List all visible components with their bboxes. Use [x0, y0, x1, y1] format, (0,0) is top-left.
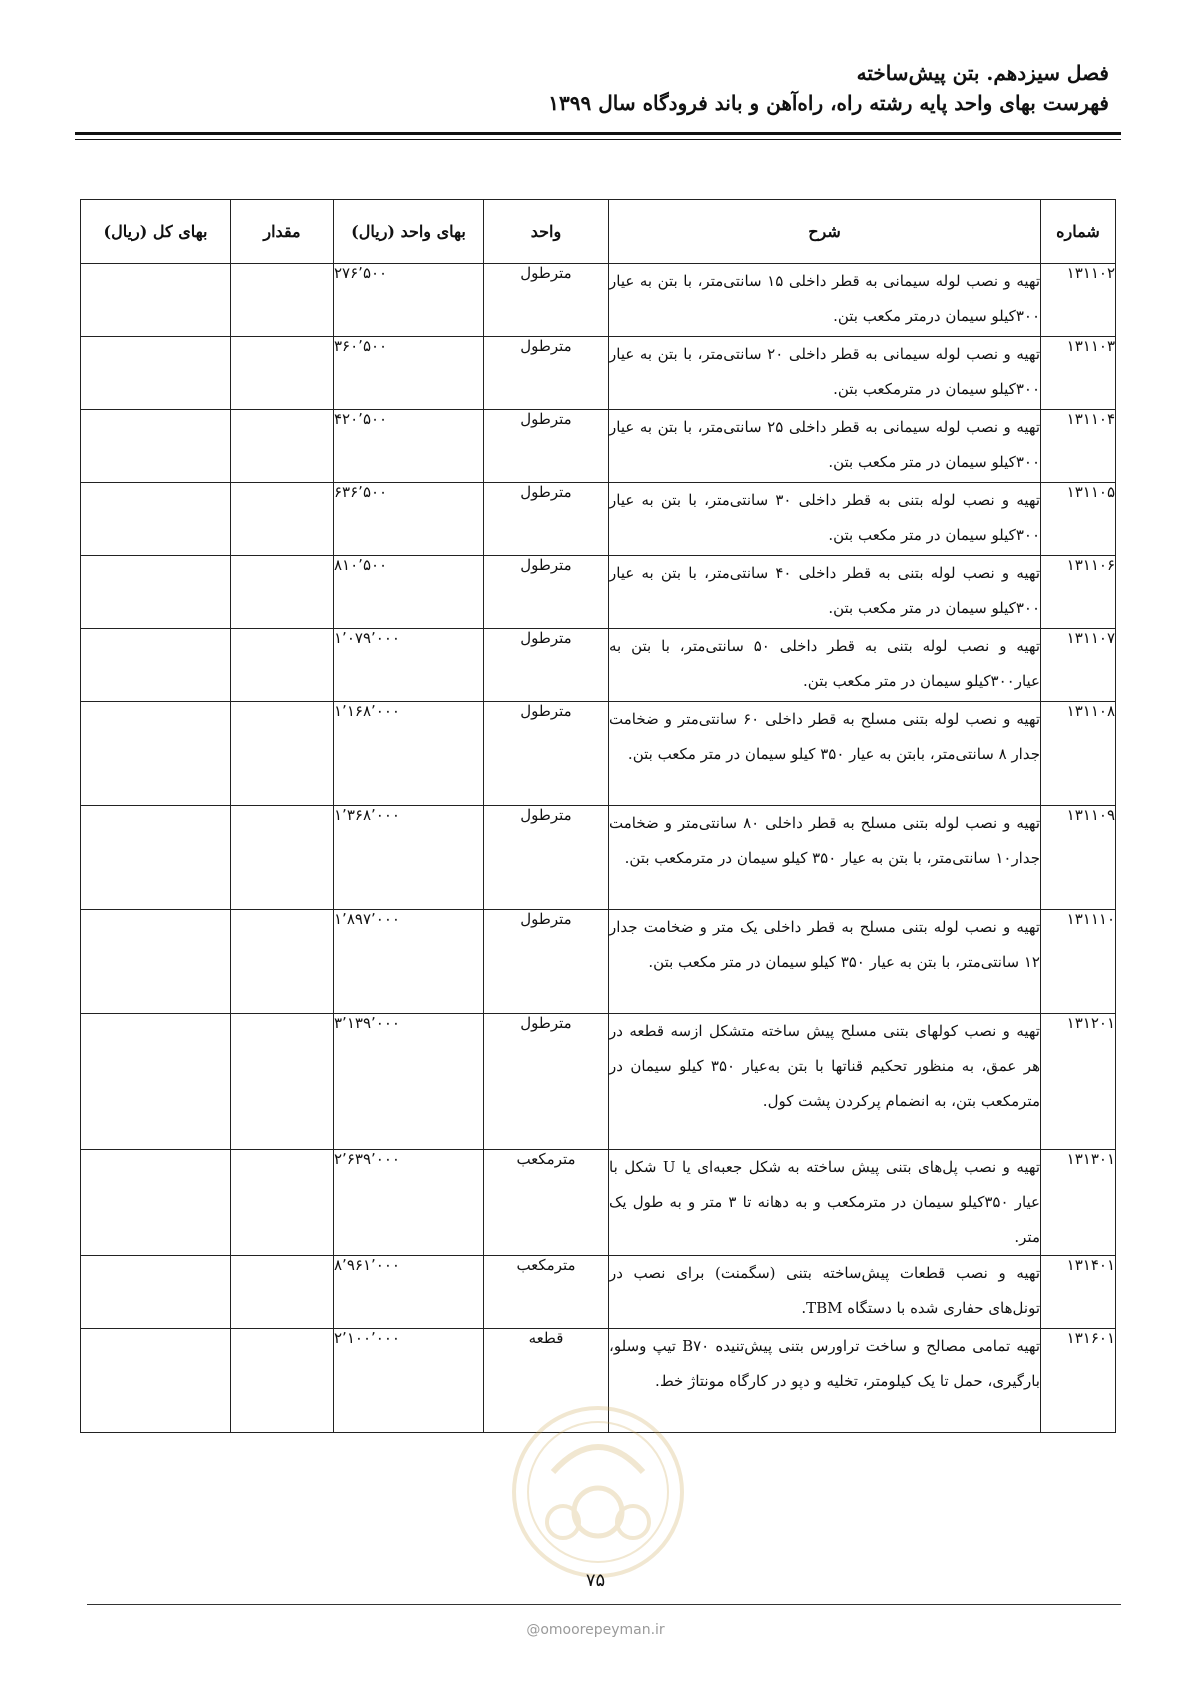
table-header-row	[81, 200, 1116, 264]
item-quantity	[231, 1329, 334, 1433]
item-quantity	[231, 702, 334, 806]
item-unit: مترطول	[484, 410, 609, 483]
item-total-price	[81, 483, 231, 556]
item-quantity	[231, 337, 334, 410]
item-number: ۱۳۱۱۰۴	[1041, 410, 1116, 483]
item-quantity	[231, 910, 334, 1014]
item-number: ۱۳۱۱۰۷	[1041, 629, 1116, 702]
item-quantity	[231, 1256, 334, 1329]
item-total-price	[81, 702, 231, 806]
item-description: تهیه تمامی مصالح و ساخت تراورس بتنی پیش‌تنیده B۷۰ تیپ وسلو، بارگیری، حمل تا یک کیلومتر، تخلیه و دپو در کارگاه مونتاژ خط.	[609, 1329, 1041, 1433]
footer-website: @omoorepeyman.ir	[526, 1622, 665, 1638]
item-number: ۱۳۱۳۰۱	[1041, 1150, 1116, 1256]
peyman-seal-watermark	[508, 1402, 688, 1582]
table-row	[81, 1014, 1116, 1150]
item-unit: مترطول	[484, 1014, 609, 1150]
item-unit-price: ۱٬۱۶۸٬۰۰۰	[334, 702, 484, 806]
table-row	[81, 1150, 1116, 1256]
item-total-price	[81, 1256, 231, 1329]
item-description: تهیه و نصب لوله بتنی مسلح به قطر داخلی یک متر و ضخامت جدار ۱۲ سانتی‌متر، با بتن به عیار ۳۵۰ کیلو سیمان در متر مکعب بتن.	[609, 910, 1041, 1014]
item-unit-price: ۸۱۰٬۵۰۰	[334, 556, 484, 629]
item-unit-price: ۴۲۰٬۵۰۰	[334, 410, 484, 483]
col-header-number: شماره	[1041, 200, 1116, 264]
item-total-price	[81, 910, 231, 1014]
item-description: تهیه و نصب لوله بتنی به قطر داخلی ۴۰ سانتی‌متر، با بتن به عیار ۳۰۰کیلو سیمان در متر مکعب بتن.	[609, 556, 1041, 629]
item-quantity	[231, 264, 334, 337]
col-header-quantity: مقدار	[231, 200, 334, 264]
table-row	[81, 1256, 1116, 1329]
item-unit-price: ۶۳۶٬۵۰۰	[334, 483, 484, 556]
item-total-price	[81, 264, 231, 337]
item-total-price	[81, 556, 231, 629]
header-rule-thick	[75, 132, 1121, 135]
item-unit: مترطول	[484, 806, 609, 910]
col-header-total-price: بهای کل (ریال)	[81, 200, 231, 264]
item-unit: مترمکعب	[484, 1150, 609, 1256]
item-description: تهیه و نصب لوله بتنی مسلح به قطر داخلی ۶۰ سانتی‌متر و ضخامت جدار ۸ سانتی‌متر، بابتن به عیار ۳۵۰ کیلو سیمان در متر مکعب بتن.	[609, 702, 1041, 806]
item-number: ۱۳۱۴۰۱	[1041, 1256, 1116, 1329]
item-quantity	[231, 483, 334, 556]
table-row	[81, 702, 1116, 806]
item-description: تهیه و نصب لوله بتنی به قطر داخلی ۳۰ سانتی‌متر، با بتن به عیار ۳۰۰کیلو سیمان در متر مکعب بتن.	[609, 483, 1041, 556]
table-body	[81, 264, 1116, 1433]
item-quantity	[231, 410, 334, 483]
item-number: ۱۳۱۱۰۶	[1041, 556, 1116, 629]
table-row	[81, 629, 1116, 702]
item-unit-price: ۲۷۶٬۵۰۰	[334, 264, 484, 337]
item-description: تهیه و نصب لوله بتنی مسلح به قطر داخلی ۸۰ سانتی‌متر و ضخامت جدار۱۰ سانتی‌متر، با بتن به عیار ۳۵۰ کیلو سیمان در مترمکعب بتن.	[609, 806, 1041, 910]
item-unit: مترطول	[484, 702, 609, 806]
item-quantity	[231, 556, 334, 629]
item-unit: مترطول	[484, 264, 609, 337]
table-row	[81, 410, 1116, 483]
item-total-price	[81, 1150, 231, 1256]
page-header	[75, 58, 1109, 118]
item-quantity	[231, 806, 334, 910]
item-total-price	[81, 1014, 231, 1150]
item-total-price	[81, 806, 231, 910]
item-description: تهیه و نصب قطعات پیش‌ساخته بتنی (سگمنت) برای نصب در تونل‌های حفاری شده با دستگاه TBM.	[609, 1256, 1041, 1329]
item-unit: مترطول	[484, 337, 609, 410]
item-unit: مترطول	[484, 629, 609, 702]
table-row	[81, 264, 1116, 337]
col-header-unit-price: بهای واحد (ریال)	[334, 200, 484, 264]
item-unit: قطعه	[484, 1329, 609, 1433]
item-description: تهیه و نصب کولهای بتنی مسلح پیش ساخته متشکل ازسه قطعه در هر عمق، به منظور تحکیم قناتها با بتن به‌عیار ۳۵۰ کیلو سیمان در مترمکعب بتن، به انضمام پرکردن پشت کول.	[609, 1014, 1041, 1150]
item-unit: مترمکعب	[484, 1256, 609, 1329]
footer-rule	[87, 1604, 1121, 1605]
item-unit-price: ۳۶۰٬۵۰۰	[334, 337, 484, 410]
item-unit: مترطول	[484, 910, 609, 1014]
document-subtitle: فهرست بهای واحد پایه رشته راه، راه‌آهن و باند فرودگاه سال ۱۳۹۹	[548, 91, 1109, 115]
item-total-price	[81, 337, 231, 410]
item-total-price	[81, 410, 231, 483]
item-quantity	[231, 629, 334, 702]
item-unit: مترطول	[484, 556, 609, 629]
price-list-table	[80, 199, 1116, 1433]
col-header-description: شرح	[609, 200, 1041, 264]
item-description: تهیه و نصب لوله بتنی به قطر داخلی ۵۰ سانتی‌متر، با بتن به عیار۳۰۰کیلو سیمان در متر مکعب بتن.	[609, 629, 1041, 702]
item-unit-price: ۸٬۹۶۱٬۰۰۰	[334, 1256, 484, 1329]
item-number: ۱۳۱۱۰۹	[1041, 806, 1116, 910]
item-description: تهیه و نصب پل‌های بتنی پیش ساخته به شکل جعبه‌ای یا U شکل با عیار ۳۵۰کیلو سیمان در مترمکعب و به دهانه تا ۳ متر و به طول یک متر.	[609, 1150, 1041, 1256]
table-row	[81, 806, 1116, 910]
item-unit-price: ۱٬۰۷۹٬۰۰۰	[334, 629, 484, 702]
item-number: ۱۳۱۱۰۸	[1041, 702, 1116, 806]
item-number: ۱۳۱۱۰۲	[1041, 264, 1116, 337]
item-unit-price: ۱٬۸۹۷٬۰۰۰	[334, 910, 484, 1014]
item-number: ۱۳۱۶۰۱	[1041, 1329, 1116, 1433]
item-quantity	[231, 1014, 334, 1150]
item-number: ۱۳۱۱۱۰	[1041, 910, 1116, 1014]
table-row	[81, 556, 1116, 629]
item-number: ۱۳۱۲۰۱	[1041, 1014, 1116, 1150]
item-unit-price: ۲٬۶۳۹٬۰۰۰	[334, 1150, 484, 1256]
col-header-unit: واحد	[484, 200, 609, 264]
item-description: تهیه و نصب لوله سیمانی به قطر داخلی ۲۰ سانتی‌متر، با بتن به عیار ۳۰۰کیلو سیمان در مترمکعب بتن.	[609, 337, 1041, 410]
item-unit-price: ۱٬۳۶۸٬۰۰۰	[334, 806, 484, 910]
item-description: تهیه و نصب لوله سیمانی به قطر داخلی ۲۵ سانتی‌متر، با بتن به عیار ۳۰۰کیلو سیمان در متر مکعب بتن.	[609, 410, 1041, 483]
item-quantity	[231, 1150, 334, 1256]
page-number: ۷۵	[585, 1570, 606, 1591]
header-rule-thin	[75, 139, 1121, 140]
chapter-title: فصل سیزدهم. بتن پیش‌ساخته	[856, 61, 1109, 85]
table-row	[81, 910, 1116, 1014]
item-total-price	[81, 629, 231, 702]
table-row	[81, 337, 1116, 410]
table-row	[81, 483, 1116, 556]
item-unit: مترطول	[484, 483, 609, 556]
item-description: تهیه و نصب لوله سیمانی به قطر داخلی ۱۵ سانتی‌متر، با بتن به عیار ۳۰۰کیلو سیمان درمتر مکعب بتن.	[609, 264, 1041, 337]
item-number: ۱۳۱۱۰۵	[1041, 483, 1116, 556]
item-number: ۱۳۱۱۰۳	[1041, 337, 1116, 410]
item-unit-price: ۳٬۱۳۹٬۰۰۰	[334, 1014, 484, 1150]
item-unit-price: ۲٬۱۰۰٬۰۰۰	[334, 1329, 484, 1433]
item-total-price	[81, 1329, 231, 1433]
